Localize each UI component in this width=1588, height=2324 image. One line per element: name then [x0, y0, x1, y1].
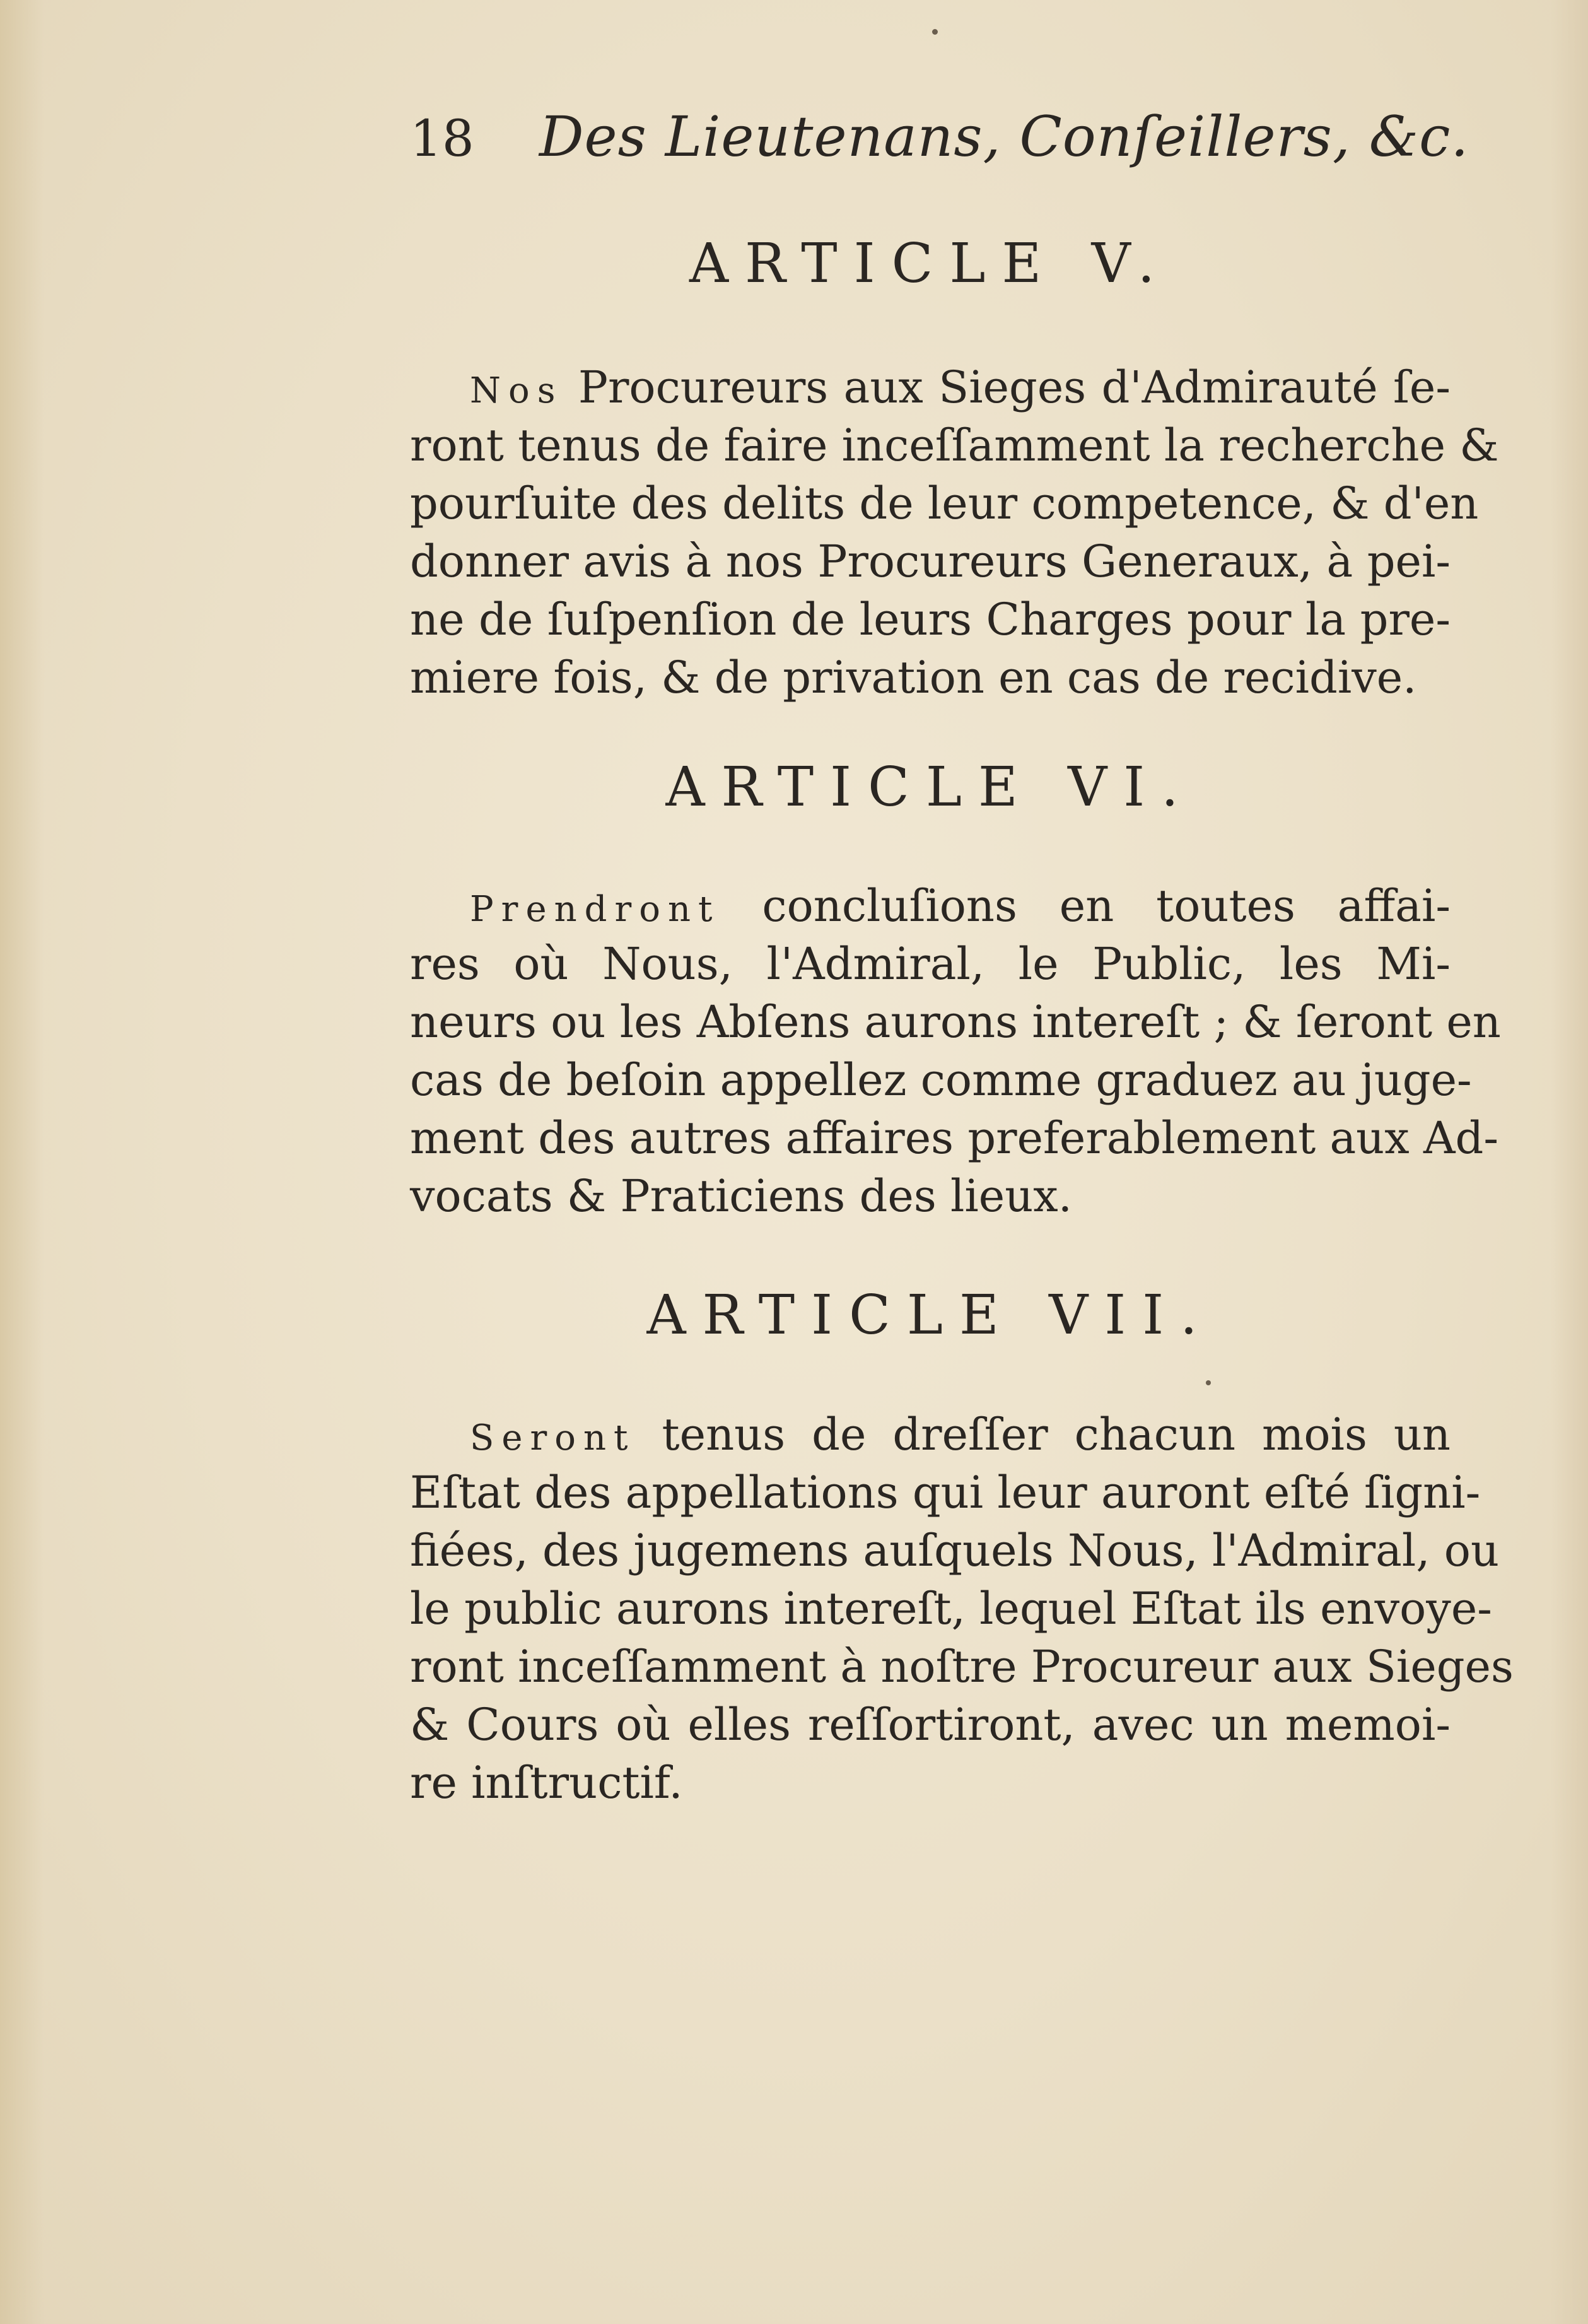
text-line: re inſtructif.: [410, 1757, 683, 1809]
text-line: cas de beſoin appellez comme graduez au juge-: [410, 1054, 1472, 1106]
page-number: 18: [410, 109, 474, 168]
lead-word: Seront: [470, 1417, 636, 1458]
text-line: ront tenus de faire inceſſamment la recherche &: [410, 420, 1499, 471]
ink-speck: [932, 29, 938, 35]
article-heading: ARTICLE VI.: [665, 756, 1195, 819]
text-line: fiées, des jugemens auſquels Nous, l'Admiral, ou: [410, 1525, 1500, 1576]
text-line: le public aurons intereſt, lequel Eſtat ils envoye-: [410, 1583, 1492, 1634]
text-line: neurs ou les Abſens aurons intereſt ; & ſeront en: [410, 996, 1501, 1048]
text-line: ne de ſuſpenſion de leurs Charges pour la pre-: [410, 594, 1451, 645]
text-line: donner avis à nos Procureurs Generaux, à pei-: [410, 536, 1451, 587]
text-line: [410, 358, 1451, 416]
page-gutter-shadow: [0, 0, 44, 2324]
article-paragraph: [410, 1406, 1514, 1812]
line-text: tenus de dreſſer chacun mois un: [662, 1409, 1451, 1460]
article-heading: ARTICLE VII.: [646, 1284, 1214, 1347]
text-line: ront inceſſamment à noſtre Procureur aux Sieges: [410, 1641, 1514, 1693]
line-text: concluſions en toutes affai-: [762, 880, 1451, 932]
text-line: [410, 877, 1451, 935]
text-line: res où Nous, l'Admiral, le Public, les Mi-: [410, 938, 1451, 990]
article-paragraph: [410, 358, 1499, 707]
page-edge-shadow: [1550, 0, 1588, 2324]
text-line: [410, 1406, 1451, 1464]
text-line: Eſtat des appellations qui leur auront eſté ſigni-: [410, 1467, 1481, 1518]
text-line: vocats & Praticiens des lieux.: [410, 1170, 1072, 1222]
text-line: miere fois, & de privation en cas de recidive.: [410, 652, 1417, 703]
text-line: ment des autres affaires preferablement aux Ad-: [410, 1112, 1499, 1164]
article-heading: ARTICLE V.: [689, 232, 1172, 295]
text-line: & Cours où elles reſſortiront, avec un memoi-: [410, 1699, 1451, 1751]
text-line: pourſuite des delits de leur competence, & d'en: [410, 478, 1479, 529]
article-paragraph: [410, 877, 1501, 1225]
lead-word: Prendront: [470, 889, 720, 930]
running-head: [410, 104, 1469, 173]
running-title: Des Lieutenans, Conſeillers, &c.: [539, 104, 1469, 169]
ink-speck: [1206, 1380, 1211, 1385]
line-text: Procureurs aux Sieges d'Admirauté ſe-: [578, 361, 1451, 413]
lead-word: Nos: [470, 370, 563, 411]
